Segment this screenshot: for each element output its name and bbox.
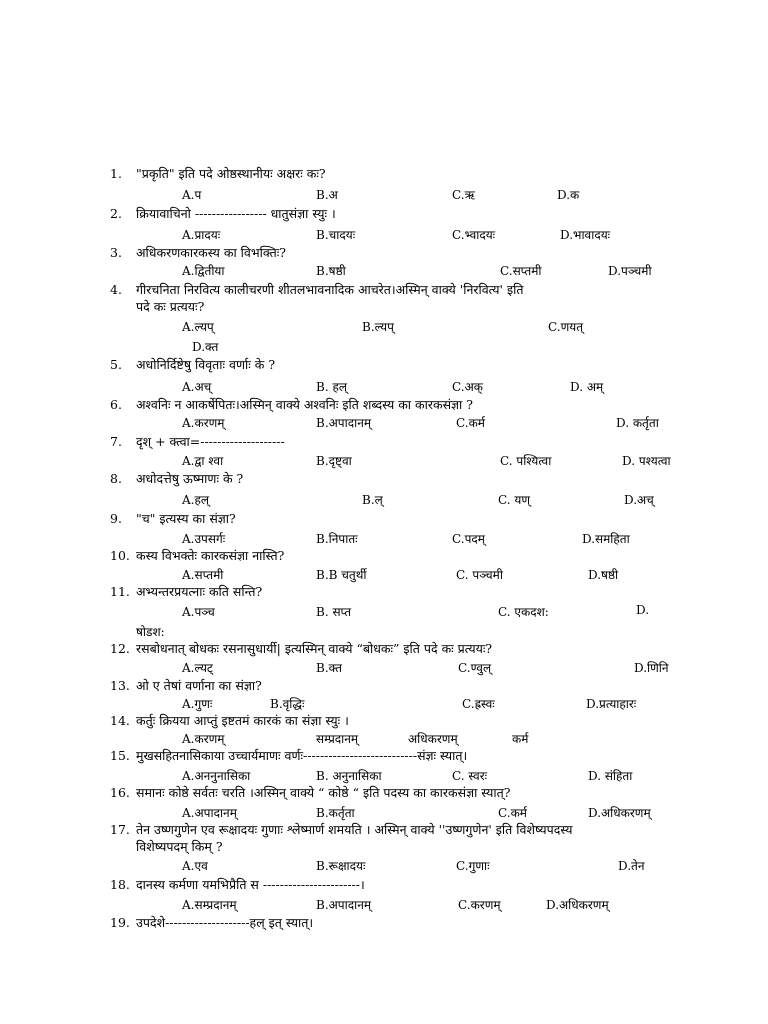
option-d: D. पश्यत्वा xyxy=(622,454,671,468)
options-row xyxy=(0,452,768,470)
option-c: C.कर्म xyxy=(498,806,527,820)
option-a: A.ल्यप् xyxy=(182,320,214,334)
question-text: अधोनिर्दिष्टेषु विवृताः वर्णाः के ? xyxy=(136,357,276,372)
option-c: C.भ्वादयः xyxy=(452,228,496,242)
option-c: C.णयत् xyxy=(548,320,584,334)
option-c: C. पञ्चमी xyxy=(456,568,503,582)
option-b: B.निपातः xyxy=(316,532,358,546)
option-d: D. अम् xyxy=(570,380,604,394)
option-wrapped: षोडश: xyxy=(136,625,165,639)
option-d: D.समहिता xyxy=(582,532,630,546)
option-a: A.गुणः xyxy=(182,697,213,711)
options-row xyxy=(0,603,768,621)
option-c: C. स्वरः xyxy=(452,769,488,783)
question-number: 1. xyxy=(110,166,122,181)
question-7 xyxy=(0,433,768,450)
options-row xyxy=(0,566,768,584)
option-d: D.क xyxy=(557,188,580,202)
question-text: कस्य विभक्तेः कारकसंज्ञा नास्ति? xyxy=(136,548,285,563)
option-b: B. सप्त xyxy=(316,605,352,619)
question-text: गीरचनिता निरवित्य कालीचरणी शीतलभावनादिक आचरेत।अस्मिन् वाक्ये 'निरवित्य' इति xyxy=(136,282,524,297)
option-b: B.अपादानम् xyxy=(316,898,372,912)
option-d: D.प्रत्याहारः xyxy=(586,697,637,711)
option-b: B.कर्तृता xyxy=(316,806,355,820)
question-3 xyxy=(0,244,768,261)
question-number: 6. xyxy=(110,397,122,412)
option-d: D. कर्तृता xyxy=(616,416,659,430)
option-a: A.अननुनासिका xyxy=(182,769,251,783)
question-number: 15. xyxy=(110,748,130,763)
question-number: 17. xyxy=(110,822,130,837)
option-c: C.ऋ xyxy=(452,188,475,202)
question-2 xyxy=(0,205,768,222)
option-wrapped: D.क्त xyxy=(192,340,219,354)
option-d: D.षष्ठी xyxy=(588,568,619,582)
question-18 xyxy=(0,876,768,893)
question-number: 7. xyxy=(110,434,122,449)
option-b: B.वृद्धिः xyxy=(270,697,305,711)
option-b: B.क्त xyxy=(316,661,342,675)
question-text-continued: पदे कः प्रत्ययः? xyxy=(136,299,205,314)
question-10 xyxy=(0,547,768,564)
question-number: 13. xyxy=(110,678,130,693)
option-c: C.पदम् xyxy=(452,532,485,546)
option-b: सम्प्रदानम् xyxy=(316,732,359,746)
question-number: 2. xyxy=(110,206,122,221)
question-17 xyxy=(0,821,768,855)
option-b: B. अनुनासिका xyxy=(316,769,382,783)
option-b: B.दृष्ट्वा xyxy=(316,454,352,468)
option-c: C. यण् xyxy=(498,493,531,507)
question-text: रसबोधनात् बोधकः रसनासुधार्यी| इत्यस्मिन् वाक्ये “बोधकः” इति पदे कः प्रत्ययः? xyxy=(136,641,493,656)
option-a: A.प्रादयः xyxy=(182,228,221,242)
question-text: उपदेशे--------------------हल् इत् स्यात्। xyxy=(136,915,314,930)
option-c: C.करणम् xyxy=(458,898,501,912)
option-d: D.पञ्चमी xyxy=(608,264,652,278)
question-number: 10. xyxy=(110,548,130,563)
question-13 xyxy=(0,677,768,694)
option-c: C. एकदश: xyxy=(498,605,549,619)
question-1 xyxy=(0,165,768,182)
option-d: D.अधिकरणम् xyxy=(546,898,609,912)
question-number: 5. xyxy=(110,357,122,372)
option-a: A.द्वितीया xyxy=(182,264,225,278)
option-a: A.करणम् xyxy=(182,732,225,746)
options-row xyxy=(0,262,768,280)
option-c: C.अक् xyxy=(452,380,483,394)
question-15 xyxy=(0,747,768,764)
options-row xyxy=(0,659,768,677)
question-number: 14. xyxy=(110,713,130,728)
option-a: A.द्वा श्वा xyxy=(182,454,224,468)
option-a: A.ल्यट् xyxy=(182,661,213,675)
options-row xyxy=(0,804,768,822)
options-row xyxy=(0,695,768,713)
question-text: क्रियावाचिनो ----------------- धातुसंज्ञा स्युः । xyxy=(136,206,336,221)
option-a: A.उपसर्गः xyxy=(182,532,226,546)
option-b: B.अपादानम् xyxy=(316,416,372,430)
options-row xyxy=(0,730,768,748)
question-text: कर्तुः क्रियया आप्तुं इष्टतमं कारकं का संज्ञा स्युः । xyxy=(136,713,349,728)
question-5 xyxy=(0,356,768,373)
question-19 xyxy=(0,914,768,931)
options-row xyxy=(0,226,768,244)
options-row xyxy=(0,857,768,875)
question-16 xyxy=(0,784,768,801)
options-row xyxy=(0,378,768,396)
question-number: 16. xyxy=(110,785,130,800)
question-text: मुखसहितनासिकाया उच्चार्यमाणः वर्णः---------------------------संज्ञः स्यात्। xyxy=(136,748,468,763)
question-number: 11. xyxy=(110,584,130,599)
options-row xyxy=(0,491,768,509)
options-row xyxy=(0,186,768,204)
option-a: A.सम्प्रदानम् xyxy=(182,898,237,912)
option-a: A.एव xyxy=(182,859,208,873)
question-9 xyxy=(0,510,768,527)
question-text: दृश् + क्त्वा=-------------------- xyxy=(136,434,285,449)
question-14 xyxy=(0,712,768,729)
question-4 xyxy=(0,281,768,315)
option-c: C. पश्यित्वा xyxy=(500,454,552,468)
option-c: C.गुणाः xyxy=(456,859,490,873)
question-text: अभ्यन्तरप्रयत्नाः कति सन्ति? xyxy=(136,584,263,599)
option-d: D. xyxy=(636,603,650,617)
option-d: D.तेन xyxy=(618,859,645,873)
options-row xyxy=(0,318,768,336)
option-b: B.अ xyxy=(316,188,338,202)
question-text: अधिकरणकारकस्य का विभक्तिः? xyxy=(136,245,286,260)
question-number: 4. xyxy=(110,282,122,297)
option-b: B.ल् xyxy=(362,493,383,507)
option-a: A.करणम् xyxy=(182,416,225,430)
option-b: B.B चतुर्थी xyxy=(316,568,367,582)
option-c: अधिकरणम् xyxy=(408,732,458,746)
question-number: 12. xyxy=(110,641,130,656)
option-d: D.भावादयः xyxy=(560,228,611,242)
option-c: C.ह्रस्वः xyxy=(462,697,495,711)
question-text: ओ ए तेषां वर्णाना का संज्ञा? xyxy=(136,678,262,693)
question-text: दानस्य कर्मणा यमभिप्रैति स -----------------------। xyxy=(136,877,365,892)
option-b: B.रूक्षादयः xyxy=(316,859,366,873)
question-number: 3. xyxy=(110,245,122,260)
question-text: "च" इत्यस्य का संज्ञा? xyxy=(136,511,236,526)
question-8 xyxy=(0,470,768,487)
question-number: 18. xyxy=(110,877,130,892)
option-b: B.ल्यप् xyxy=(362,320,394,334)
question-number: 9. xyxy=(110,511,122,526)
option-a: A.सप्तमी xyxy=(182,568,224,582)
question-text-continued: विशेष्यपदम् किम् ? xyxy=(136,839,223,854)
option-c: C.कर्म xyxy=(456,416,485,430)
option-a: A.हल् xyxy=(182,493,209,507)
question-text: तेन उष्णगुणेन एव रूक्षादयः गुणाः श्लेष्मार्ण शमयति । अस्मिन् वाक्ये ''उष्णगुणेन' इति विशेष्यपदस्य xyxy=(136,822,573,837)
option-d: D.अच् xyxy=(624,493,654,507)
option-b: B.षष्ठी xyxy=(316,264,346,278)
option-b: B. हल् xyxy=(316,380,347,394)
option-d: D. संहिता xyxy=(588,769,633,783)
question-number: 8. xyxy=(110,471,122,486)
option-d: D.णिनि xyxy=(634,661,669,675)
option-c: C.ण्वुल् xyxy=(458,661,492,675)
options-row xyxy=(0,530,768,548)
option-b: B.चादयः xyxy=(316,228,356,242)
options-row xyxy=(0,896,768,914)
options-row xyxy=(0,414,768,432)
question-text: अश्वनिः न आकर्षेपितः।अस्मिन् वाक्ये अश्वनिः इति शब्दस्य का कारकसंज्ञा ? xyxy=(136,397,473,412)
option-a: A.अच् xyxy=(182,380,212,394)
question-12 xyxy=(0,640,768,657)
options-row xyxy=(0,767,768,785)
question-number: 19. xyxy=(110,915,130,930)
question-text: अधोदत्तेषु ऊष्माणः के ? xyxy=(136,471,244,486)
question-text: "प्रकृति" इति पदे ओष्ठस्थानीयः अक्षरः कः? xyxy=(136,166,326,181)
question-6 xyxy=(0,396,768,413)
option-a: A.अपादानम् xyxy=(182,806,237,820)
option-a: A.पञ्च xyxy=(182,605,215,619)
option-a: A.प xyxy=(182,188,202,202)
question-11 xyxy=(0,583,768,600)
option-d: कर्म xyxy=(512,732,529,746)
question-text: समानः कोष्ठे सर्वतः चरति ।अस्मिन् वाक्ये “ कोष्ठे “ इति पदस्य का कारकसंज्ञा स्यात्? xyxy=(136,785,511,800)
option-d: D.अधिकरणम् xyxy=(588,806,651,820)
option-c: C.सप्तमी xyxy=(500,264,542,278)
